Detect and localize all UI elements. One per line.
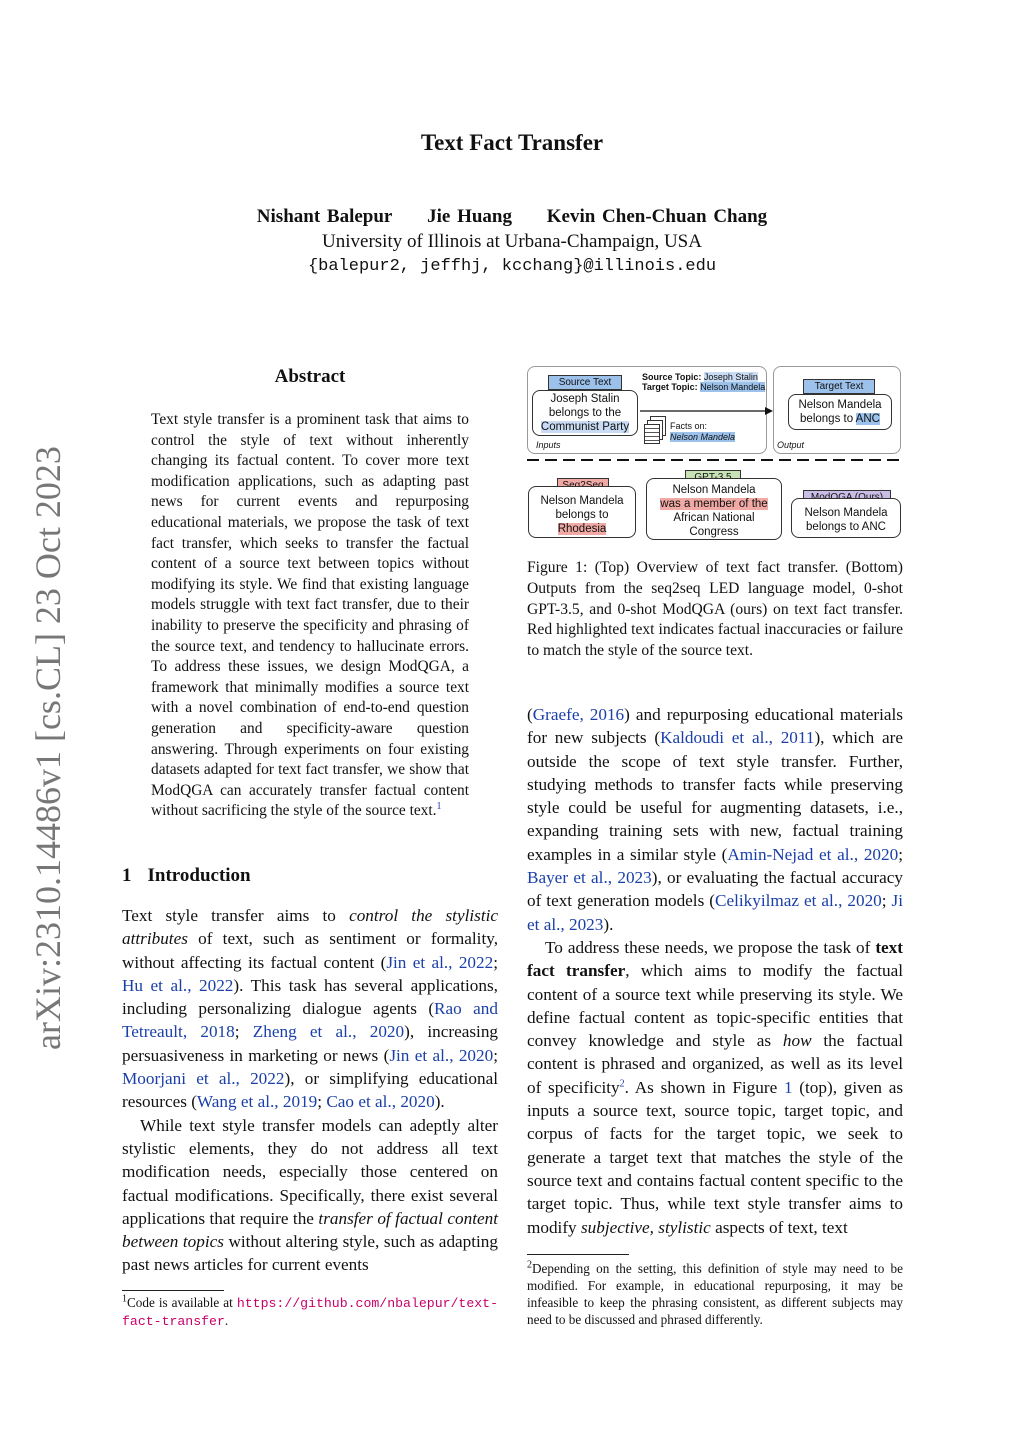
author-2: Jie Huang (427, 206, 512, 227)
footnote-mark: 1 (122, 1293, 127, 1305)
paragraph (122, 904, 498, 1114)
affiliation: University of Illinois at Urbana-Champaign, USA (322, 231, 702, 252)
citation-link[interactable]: Kaldoudi et al., 2011 (660, 728, 815, 748)
figure-1 (527, 364, 903, 546)
footnote-2 (527, 1260, 903, 1328)
footnote-1 (122, 1294, 498, 1330)
text: , which aims to modify the factual content of a source text while preserving its style. We define factual content as topic-specific entities that convey knowledge and style as (527, 961, 903, 1051)
node-text: belongs to (800, 413, 856, 425)
footnote-text: Depending on the setting, this definition of style may need to be modified. For example, in educational repurposing, it may be infeasible to keep the phrasing consistent, as different subjects may need to be discussed and phrased differently. (527, 1261, 903, 1327)
text: ). (434, 1092, 445, 1112)
output-label: Output (777, 440, 805, 450)
author-email[interactable]: {balepur2, jeffhj, kcchang}@illinois.edu (307, 257, 717, 276)
text: While text style transfer models can adeptly alter stylistic elements, they do not address all text modification needs, especially those centered on factual modifications. Specifically, there exist several applications that require the (122, 1115, 498, 1228)
text: ; (493, 1045, 498, 1065)
citation-link[interactable]: Celikyilmaz et al., 2020 (714, 891, 882, 911)
citation-link[interactable]: Jin et al., 2020 (389, 1045, 494, 1065)
citation-link[interactable]: Hu et al., 2022 (122, 975, 234, 995)
text: ; (234, 1022, 253, 1042)
figure-1-caption: Figure 1: (Top) Overview of text fact transfer. (Bottom) Outputs from the seq2seq LED language model, 0-shot GPT-3.5, and 0-shot ModQGA (ours) on text fact transfer. Red highlighted text indicates factual inaccuracies or failure to match the style of the source text. (527, 559, 903, 660)
node-text: Nelson Mandela (672, 484, 756, 496)
label: Facts on: (670, 421, 708, 431)
node-highlight: ANC (855, 413, 880, 425)
node-text: belongs to (555, 509, 609, 521)
text: without altering style, such as adapting past news articles for current events (122, 1232, 498, 1275)
text: aspects of text, text (710, 1217, 848, 1237)
paragraph (122, 1114, 498, 1277)
citation-link[interactable]: Graefe, 2016 (532, 705, 625, 724)
facts-label (670, 421, 735, 443)
section-heading-introduction (122, 865, 251, 887)
citation-link[interactable]: Zheng et al., 2020 (252, 1022, 405, 1042)
abstract-heading: Abstract (274, 366, 346, 387)
text: of text, such as sentiment or formality, without affecting its factual content ( (122, 929, 498, 972)
label: Target Topic: (642, 382, 698, 392)
text: the factual content is phrased and organized, as well as its level of specificity (527, 1031, 903, 1097)
text: ; (317, 1092, 327, 1112)
footnote-ref-1[interactable]: 1 (436, 801, 442, 813)
paragraph (527, 703, 903, 936)
text: ; (881, 891, 892, 911)
text: ( (527, 705, 533, 724)
footnote-text: Code is available at (127, 1295, 237, 1310)
node-text: belongs to the (548, 407, 622, 419)
abstract-text: Text style transfer is a prominent task that aims to control the style of text without inherently changing its factual content. To cover more text modification applications, such as adapting past news for current events and repurposing educational materials, we propose the task of text fact transfer, which seeks to transfer the factual content of a source text between topics without modifying its style. We find that existing language models struggle with text fact transfer, due to their inability to preserve the specificity and phrasing of the source text, and tendency to hallucinate errors. To address these issues, we design ModQGA, a framework that minimally modifies a source text with a novel combination of end-to-end question generation and specificity-aware question answering. Through experiments on four existing datasets adapted for text fact transfer, we show that ModQGA can accurately transfer factual content without sacrificing the style of the source text. (151, 411, 469, 820)
emphasis: control the stylistic attributes (122, 906, 498, 949)
label-value: Joseph Stalin (703, 372, 758, 382)
citation-link[interactable]: Amin-Nejad et al., 2020 (727, 844, 899, 864)
node-text: belongs to ANC (806, 521, 886, 533)
bold-term: text fact transfer (527, 937, 903, 981)
text: To address these needs, we propose the task of (545, 937, 876, 957)
gpt35-output-node (646, 478, 782, 540)
abstract-body (151, 410, 469, 822)
paragraph (527, 936, 903, 1239)
target-text-tag: Target Text (803, 379, 875, 394)
arxiv-identifier: arXiv:2310.14486v1 [cs.CL] 23 Oct 2023 (28, 446, 68, 1050)
seq2seq-output-node (528, 486, 636, 538)
modqga-output-node (791, 498, 901, 538)
node-highlight: was a member of the (660, 498, 768, 510)
citation-link[interactable]: Rao and Tetreault, 2018 (122, 999, 498, 1042)
text: ), or evaluating the factual accuracy of text generation models ( (527, 868, 903, 911)
document-stack-icon (644, 416, 666, 444)
citation-link[interactable]: Moorjani et al., 2022 (122, 1069, 285, 1089)
inputs-label: Inputs (536, 440, 561, 450)
label: Source Topic: (642, 372, 702, 382)
text: ; (493, 952, 498, 972)
text: . As shown in Figure (624, 1077, 784, 1097)
author-1: Nishant Balepur (256, 206, 393, 227)
emphasis: subjective, stylistic (580, 1217, 711, 1237)
text: Text style transfer aims to (122, 906, 350, 925)
right-column-body (527, 703, 903, 1239)
node-highlight: Rhodesia (557, 523, 607, 535)
citation-link[interactable]: Jin et al., 2022 (386, 952, 494, 972)
label-value: Nelson Mandela (670, 432, 736, 442)
label-value: Nelson Mandela (700, 382, 766, 392)
target-text-node (788, 394, 892, 430)
text: (top), given as inputs a source text, source topic, target topic, and corpus of facts for the target topic, we seek to generate a target text that matches the style of the source text and contains factual content specific to the target topic. Thus, while text style transfer aims to modify (527, 1077, 904, 1237)
left-column-body (122, 904, 498, 1277)
node-text: Joseph Stalin (550, 393, 620, 405)
text: ). (603, 914, 614, 934)
node-highlight: Communist Party (540, 421, 630, 433)
figure-ref-link[interactable]: 1 (783, 1077, 793, 1097)
author-3: Kevin Chen-Chuan Chang (546, 206, 768, 227)
section-number: 1 (122, 865, 132, 886)
code-url-link[interactable]: https://github.com/nbalepur/text-fact-transfer (122, 1296, 498, 1329)
text: ), increasing persuasiveness in marketing or news ( (122, 1022, 499, 1065)
node-text: African National (673, 512, 755, 524)
footnote-rule (527, 1254, 629, 1255)
citation-link[interactable]: Wang et al., 2019 (196, 1092, 318, 1112)
emphasis: how (782, 1031, 812, 1051)
text: ), or simplifying educational resources ( (122, 1069, 498, 1112)
citation-link[interactable]: Cao et al., 2020 (326, 1092, 435, 1112)
arrow-head (765, 407, 773, 415)
citation-link[interactable]: Ji et al., 2023 (527, 891, 904, 934)
node-text: Nelson Mandela (798, 399, 882, 411)
citation-link[interactable]: Bayer et al., 2023 (527, 868, 652, 888)
footnote-ref-2[interactable]: 2 (619, 1078, 625, 1090)
node-text: Nelson Mandela (540, 495, 624, 507)
text: ) and repurposing educational materials for new subjects ( (527, 705, 903, 748)
source-text-tag: Source Text (548, 375, 622, 390)
node-text: Nelson Mandela (804, 507, 888, 519)
text: ; (898, 844, 903, 864)
author-list (0, 206, 1024, 228)
footnote-rule (122, 1290, 224, 1291)
text: ), which are outside the scope of text style transfer. Further, studying methods to transfer facts while preserving style could be useful for augmenting datasets, i.e., expanding training sets with new, factual training examples in a similar style ( (527, 728, 903, 864)
footnote-text: . (224, 1313, 229, 1328)
text: ). This task has several applications, including personalizing dialogue agents ( (122, 975, 498, 1019)
section-title: Introduction (147, 865, 251, 886)
node-text: Congress (689, 526, 739, 538)
emphasis: transfer of factual content between topics (122, 1208, 498, 1252)
footnote-mark: 2 (527, 1259, 532, 1271)
paper-title: Text Fact Transfer (420, 130, 604, 155)
